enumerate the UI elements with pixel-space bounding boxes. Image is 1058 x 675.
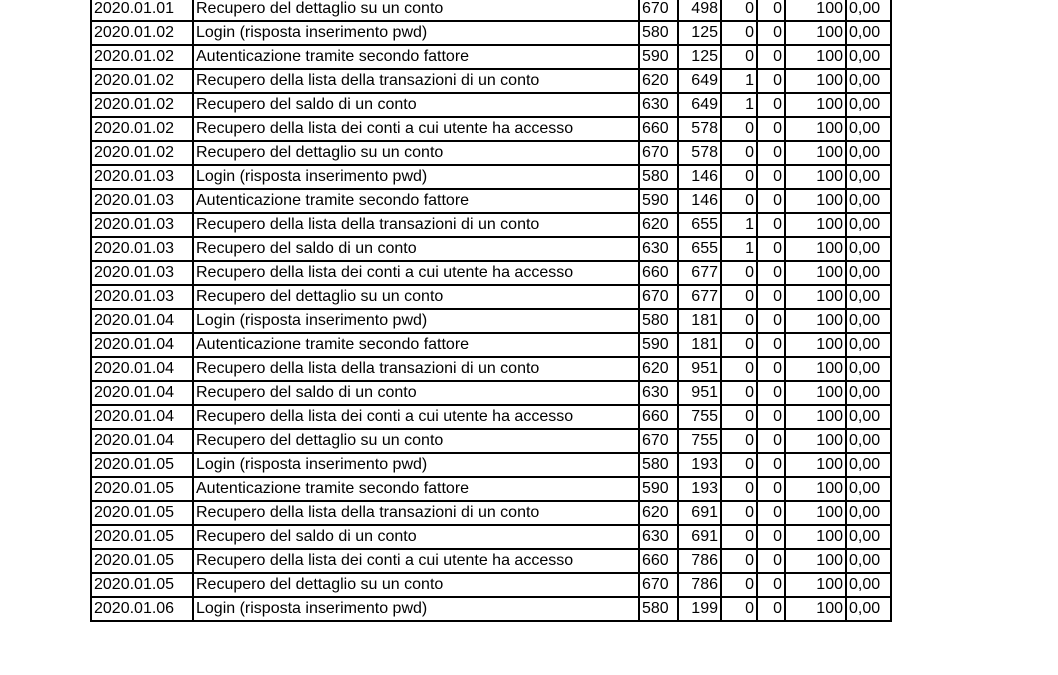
code-cell: 580 xyxy=(639,597,678,621)
value-cell: 677 xyxy=(678,285,721,309)
table-row xyxy=(91,237,891,261)
decimal-cell: 0,00 xyxy=(846,0,891,21)
flag-a-cell: 0 xyxy=(721,453,757,477)
operation-cell: Recupero del saldo di un conto xyxy=(193,237,639,261)
value-cell: 125 xyxy=(678,45,721,69)
operation-cell: Autenticazione tramite secondo fattore xyxy=(193,333,639,357)
percent-cell: 100 xyxy=(785,333,846,357)
decimal-cell: 0,00 xyxy=(846,405,891,429)
percent-cell: 100 xyxy=(785,237,846,261)
table-row xyxy=(91,333,891,357)
value-cell: 181 xyxy=(678,309,721,333)
decimal-cell: 0,00 xyxy=(846,429,891,453)
code-cell: 630 xyxy=(639,525,678,549)
flag-b-cell: 0 xyxy=(757,573,785,597)
flag-b-cell: 0 xyxy=(757,0,785,21)
operation-cell: Login (risposta inserimento pwd) xyxy=(193,453,639,477)
flag-b-cell: 0 xyxy=(757,405,785,429)
flag-b-cell: 0 xyxy=(757,69,785,93)
decimal-cell: 0,00 xyxy=(846,525,891,549)
flag-a-cell: 0 xyxy=(721,285,757,309)
flag-a-cell: 0 xyxy=(721,429,757,453)
percent-cell: 100 xyxy=(785,69,846,93)
date-cell: 2020.01.03 xyxy=(91,213,193,237)
report-table xyxy=(90,0,892,622)
date-cell: 2020.01.04 xyxy=(91,309,193,333)
percent-cell: 100 xyxy=(785,45,846,69)
flag-b-cell: 0 xyxy=(757,333,785,357)
percent-cell: 100 xyxy=(785,165,846,189)
value-cell: 786 xyxy=(678,573,721,597)
date-cell: 2020.01.03 xyxy=(91,189,193,213)
value-cell: 677 xyxy=(678,261,721,285)
table-row xyxy=(91,501,891,525)
decimal-cell: 0,00 xyxy=(846,189,891,213)
operation-cell: Recupero del dettaglio su un conto xyxy=(193,141,639,165)
flag-a-cell: 0 xyxy=(721,189,757,213)
percent-cell: 100 xyxy=(785,0,846,21)
date-cell: 2020.01.02 xyxy=(91,21,193,45)
decimal-cell: 0,00 xyxy=(846,309,891,333)
value-cell: 755 xyxy=(678,405,721,429)
table-row xyxy=(91,381,891,405)
table-row xyxy=(91,573,891,597)
percent-cell: 100 xyxy=(785,213,846,237)
flag-b-cell: 0 xyxy=(757,93,785,117)
code-cell: 590 xyxy=(639,189,678,213)
flag-a-cell: 0 xyxy=(721,525,757,549)
date-cell: 2020.01.03 xyxy=(91,165,193,189)
code-cell: 660 xyxy=(639,405,678,429)
flag-b-cell: 0 xyxy=(757,309,785,333)
value-cell: 199 xyxy=(678,597,721,621)
flag-a-cell: 0 xyxy=(721,261,757,285)
value-cell: 786 xyxy=(678,549,721,573)
code-cell: 620 xyxy=(639,69,678,93)
code-cell: 670 xyxy=(639,285,678,309)
table-row xyxy=(91,597,891,621)
percent-cell: 100 xyxy=(785,429,846,453)
date-cell: 2020.01.02 xyxy=(91,141,193,165)
flag-a-cell: 0 xyxy=(721,597,757,621)
table-row xyxy=(91,285,891,309)
decimal-cell: 0,00 xyxy=(846,93,891,117)
flag-b-cell: 0 xyxy=(757,525,785,549)
date-cell: 2020.01.02 xyxy=(91,117,193,141)
flag-a-cell: 0 xyxy=(721,45,757,69)
value-cell: 755 xyxy=(678,429,721,453)
table-row xyxy=(91,45,891,69)
date-cell: 2020.01.05 xyxy=(91,573,193,597)
code-cell: 660 xyxy=(639,549,678,573)
value-cell: 655 xyxy=(678,237,721,261)
decimal-cell: 0,00 xyxy=(846,117,891,141)
operation-cell: Login (risposta inserimento pwd) xyxy=(193,309,639,333)
table-row xyxy=(91,93,891,117)
decimal-cell: 0,00 xyxy=(846,381,891,405)
flag-b-cell: 0 xyxy=(757,285,785,309)
percent-cell: 100 xyxy=(785,357,846,381)
date-cell: 2020.01.05 xyxy=(91,477,193,501)
value-cell: 655 xyxy=(678,213,721,237)
operation-cell: Recupero della lista della transazioni di un conto xyxy=(193,69,639,93)
value-cell: 649 xyxy=(678,69,721,93)
operation-cell: Recupero della lista dei conti a cui utente ha accesso xyxy=(193,261,639,285)
flag-b-cell: 0 xyxy=(757,429,785,453)
code-cell: 670 xyxy=(639,573,678,597)
percent-cell: 100 xyxy=(785,309,846,333)
percent-cell: 100 xyxy=(785,93,846,117)
decimal-cell: 0,00 xyxy=(846,45,891,69)
percent-cell: 100 xyxy=(785,405,846,429)
value-cell: 125 xyxy=(678,21,721,45)
value-cell: 181 xyxy=(678,333,721,357)
flag-a-cell: 1 xyxy=(721,93,757,117)
operation-cell: Autenticazione tramite secondo fattore xyxy=(193,189,639,213)
table-row xyxy=(91,429,891,453)
date-cell: 2020.01.03 xyxy=(91,285,193,309)
flag-a-cell: 0 xyxy=(721,333,757,357)
decimal-cell: 0,00 xyxy=(846,357,891,381)
operation-cell: Recupero del dettaglio su un conto xyxy=(193,285,639,309)
flag-b-cell: 0 xyxy=(757,501,785,525)
value-cell: 146 xyxy=(678,189,721,213)
code-cell: 590 xyxy=(639,477,678,501)
operation-cell: Login (risposta inserimento pwd) xyxy=(193,21,639,45)
flag-b-cell: 0 xyxy=(757,597,785,621)
decimal-cell: 0,00 xyxy=(846,69,891,93)
table-row xyxy=(91,189,891,213)
decimal-cell: 0,00 xyxy=(846,165,891,189)
operation-cell: Login (risposta inserimento pwd) xyxy=(193,597,639,621)
flag-b-cell: 0 xyxy=(757,549,785,573)
flag-a-cell: 0 xyxy=(721,549,757,573)
flag-b-cell: 0 xyxy=(757,381,785,405)
decimal-cell: 0,00 xyxy=(846,573,891,597)
percent-cell: 100 xyxy=(785,453,846,477)
flag-a-cell: 1 xyxy=(721,213,757,237)
operation-cell: Recupero del saldo di un conto xyxy=(193,93,639,117)
flag-a-cell: 1 xyxy=(721,237,757,261)
flag-a-cell: 0 xyxy=(721,0,757,21)
value-cell: 951 xyxy=(678,381,721,405)
value-cell: 146 xyxy=(678,165,721,189)
table-row xyxy=(91,549,891,573)
flag-b-cell: 0 xyxy=(757,357,785,381)
percent-cell: 100 xyxy=(785,525,846,549)
date-cell: 2020.01.04 xyxy=(91,429,193,453)
percent-cell: 100 xyxy=(785,141,846,165)
flag-a-cell: 0 xyxy=(721,477,757,501)
flag-a-cell: 0 xyxy=(721,501,757,525)
flag-a-cell: 0 xyxy=(721,309,757,333)
flag-a-cell: 0 xyxy=(721,357,757,381)
date-cell: 2020.01.05 xyxy=(91,549,193,573)
percent-cell: 100 xyxy=(785,573,846,597)
flag-b-cell: 0 xyxy=(757,453,785,477)
table-row xyxy=(91,453,891,477)
date-cell: 2020.01.04 xyxy=(91,333,193,357)
percent-cell: 100 xyxy=(785,117,846,141)
date-cell: 2020.01.05 xyxy=(91,525,193,549)
table-row xyxy=(91,405,891,429)
flag-a-cell: 0 xyxy=(721,573,757,597)
date-cell: 2020.01.02 xyxy=(91,93,193,117)
value-cell: 193 xyxy=(678,453,721,477)
date-cell: 2020.01.05 xyxy=(91,501,193,525)
percent-cell: 100 xyxy=(785,381,846,405)
percent-cell: 100 xyxy=(785,261,846,285)
code-cell: 580 xyxy=(639,21,678,45)
decimal-cell: 0,00 xyxy=(846,237,891,261)
percent-cell: 100 xyxy=(785,285,846,309)
table-row xyxy=(91,477,891,501)
table-row xyxy=(91,309,891,333)
operation-cell: Recupero del saldo di un conto xyxy=(193,525,639,549)
code-cell: 590 xyxy=(639,333,678,357)
flag-b-cell: 0 xyxy=(757,213,785,237)
code-cell: 630 xyxy=(639,237,678,261)
table-row xyxy=(91,261,891,285)
decimal-cell: 0,00 xyxy=(846,597,891,621)
decimal-cell: 0,00 xyxy=(846,213,891,237)
report-table-body xyxy=(91,0,891,621)
decimal-cell: 0,00 xyxy=(846,453,891,477)
table-row xyxy=(91,141,891,165)
flag-b-cell: 0 xyxy=(757,141,785,165)
decimal-cell: 0,00 xyxy=(846,141,891,165)
code-cell: 630 xyxy=(639,381,678,405)
code-cell: 630 xyxy=(639,93,678,117)
flag-b-cell: 0 xyxy=(757,21,785,45)
flag-a-cell: 0 xyxy=(721,165,757,189)
value-cell: 951 xyxy=(678,357,721,381)
percent-cell: 100 xyxy=(785,597,846,621)
operation-cell: Recupero del dettaglio su un conto xyxy=(193,0,639,21)
report-table-container xyxy=(90,0,892,622)
operation-cell: Recupero della lista dei conti a cui utente ha accesso xyxy=(193,549,639,573)
percent-cell: 100 xyxy=(785,189,846,213)
date-cell: 2020.01.05 xyxy=(91,453,193,477)
table-row xyxy=(91,21,891,45)
flag-a-cell: 0 xyxy=(721,21,757,45)
date-cell: 2020.01.06 xyxy=(91,597,193,621)
decimal-cell: 0,00 xyxy=(846,261,891,285)
table-row xyxy=(91,213,891,237)
table-row xyxy=(91,0,891,21)
operation-cell: Recupero del saldo di un conto xyxy=(193,381,639,405)
code-cell: 670 xyxy=(639,141,678,165)
value-cell: 578 xyxy=(678,117,721,141)
operation-cell: Autenticazione tramite secondo fattore xyxy=(193,477,639,501)
table-row xyxy=(91,69,891,93)
code-cell: 590 xyxy=(639,45,678,69)
flag-b-cell: 0 xyxy=(757,45,785,69)
percent-cell: 100 xyxy=(785,549,846,573)
operation-cell: Recupero della lista dei conti a cui utente ha accesso xyxy=(193,405,639,429)
percent-cell: 100 xyxy=(785,21,846,45)
flag-b-cell: 0 xyxy=(757,189,785,213)
flag-b-cell: 0 xyxy=(757,117,785,141)
date-cell: 2020.01.04 xyxy=(91,405,193,429)
value-cell: 578 xyxy=(678,141,721,165)
code-cell: 620 xyxy=(639,357,678,381)
date-cell: 2020.01.02 xyxy=(91,45,193,69)
flag-b-cell: 0 xyxy=(757,477,785,501)
table-row xyxy=(91,165,891,189)
code-cell: 670 xyxy=(639,429,678,453)
percent-cell: 100 xyxy=(785,501,846,525)
flag-a-cell: 0 xyxy=(721,405,757,429)
code-cell: 580 xyxy=(639,165,678,189)
percent-cell: 100 xyxy=(785,477,846,501)
operation-cell: Recupero del dettaglio su un conto xyxy=(193,429,639,453)
flag-b-cell: 0 xyxy=(757,165,785,189)
operation-cell: Recupero della lista della transazioni di un conto xyxy=(193,213,639,237)
operation-cell: Recupero della lista della transazioni di un conto xyxy=(193,357,639,381)
flag-a-cell: 0 xyxy=(721,141,757,165)
date-cell: 2020.01.03 xyxy=(91,237,193,261)
flag-a-cell: 0 xyxy=(721,117,757,141)
decimal-cell: 0,00 xyxy=(846,501,891,525)
value-cell: 691 xyxy=(678,525,721,549)
code-cell: 580 xyxy=(639,453,678,477)
decimal-cell: 0,00 xyxy=(846,285,891,309)
date-cell: 2020.01.04 xyxy=(91,357,193,381)
code-cell: 670 xyxy=(639,0,678,21)
value-cell: 691 xyxy=(678,501,721,525)
table-row xyxy=(91,357,891,381)
value-cell: 498 xyxy=(678,0,721,21)
code-cell: 660 xyxy=(639,261,678,285)
decimal-cell: 0,00 xyxy=(846,21,891,45)
date-cell: 2020.01.02 xyxy=(91,69,193,93)
code-cell: 620 xyxy=(639,501,678,525)
decimal-cell: 0,00 xyxy=(846,549,891,573)
code-cell: 580 xyxy=(639,309,678,333)
code-cell: 620 xyxy=(639,213,678,237)
flag-b-cell: 0 xyxy=(757,261,785,285)
code-cell: 660 xyxy=(639,117,678,141)
operation-cell: Recupero della lista dei conti a cui utente ha accesso xyxy=(193,117,639,141)
operation-cell: Recupero della lista della transazioni di un conto xyxy=(193,501,639,525)
operation-cell: Recupero del dettaglio su un conto xyxy=(193,573,639,597)
flag-a-cell: 0 xyxy=(721,381,757,405)
decimal-cell: 0,00 xyxy=(846,477,891,501)
date-cell: 2020.01.03 xyxy=(91,261,193,285)
flag-a-cell: 1 xyxy=(721,69,757,93)
table-row xyxy=(91,117,891,141)
operation-cell: Login (risposta inserimento pwd) xyxy=(193,165,639,189)
date-cell: 2020.01.04 xyxy=(91,381,193,405)
operation-cell: Autenticazione tramite secondo fattore xyxy=(193,45,639,69)
decimal-cell: 0,00 xyxy=(846,333,891,357)
value-cell: 193 xyxy=(678,477,721,501)
flag-b-cell: 0 xyxy=(757,237,785,261)
value-cell: 649 xyxy=(678,93,721,117)
date-cell: 2020.01.01 xyxy=(91,0,193,21)
table-row xyxy=(91,525,891,549)
